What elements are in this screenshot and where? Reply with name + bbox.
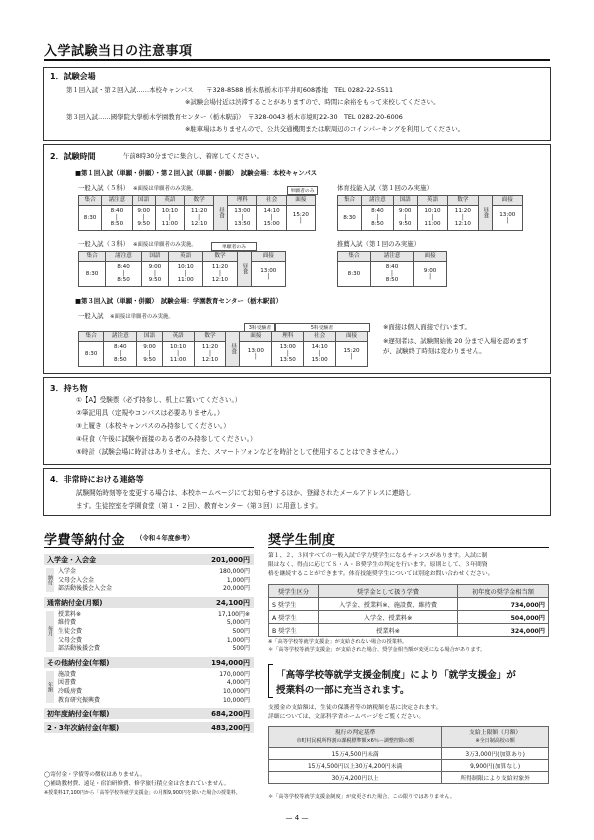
- sch-amount: 734,000円: [457, 598, 548, 611]
- tt-header: 国語: [393, 196, 417, 206]
- group-total: 201,000円: [211, 556, 250, 564]
- total-amount: 684,200円: [211, 710, 250, 719]
- fee-item-label: 教育研究振興費: [58, 696, 101, 704]
- round3-heading: ■第３回入試（単願・併願） 試験会場：学園教育センター（栃木駅前）: [75, 297, 283, 305]
- lunch-cell: 昼食: [478, 196, 492, 231]
- fees-note-2: ◯補助教材費、遠足・宿泊研修費、修学旅行積立金は含まれていません。: [44, 781, 230, 787]
- fee-item-amount: 500円: [232, 645, 250, 653]
- fee-item-label: 入学金: [58, 568, 77, 575]
- fee-item-amount: 1,000円: [226, 636, 250, 644]
- tt-header: 集合: [79, 196, 102, 206]
- sch-fees: 入学金、授業料※、施設費、維持費: [319, 598, 458, 611]
- group-total: 194,000円: [211, 658, 250, 667]
- tt-header: 諸注意: [104, 332, 137, 342]
- sch-class: B 奨学生: [269, 624, 319, 637]
- scholarship-underline: [268, 547, 549, 548]
- income-range: 15万4,500円以上30万4,200円未満: [269, 760, 442, 772]
- fee-item-amount: 4,000円: [226, 679, 250, 687]
- lunch-cell: 昼食: [214, 196, 228, 231]
- venue-line-1: 第１回入試・第２回入試……本校キャンパス 〒328-8588 栃木県栃木市平井町608番地 TEL 0282-22-5511: [66, 86, 394, 94]
- taiiku-label: 体育技能入試（第１回のみ実施）: [337, 184, 433, 192]
- tt-header: 諸注意: [362, 196, 394, 206]
- venue-line-2: 第３回入試……國學院大學栃木学園教育センター（栃木駅前） 〒328-0043 栃木市境町22-30 TEL 0282-20-6006: [66, 113, 403, 121]
- fee-item-amount: 17,100円※: [217, 610, 250, 618]
- r3-over5: 5科受験者: [274, 323, 370, 332]
- ippan3-over: 単願者のみ: [211, 242, 257, 251]
- income-range: 30万4,200円以上: [269, 772, 442, 784]
- ippan3-note: ※面接は単願者のみ実施。: [133, 242, 197, 248]
- total-label: 2・3年次納付金(年額): [47, 724, 120, 733]
- tt-header: 数学: [194, 332, 226, 342]
- tt-header: 国語: [137, 332, 162, 342]
- belonging-item: ⑤時計（試験会場に時計はありません。また、スマートフォンなどを時計として使用することはできません。）: [76, 448, 402, 456]
- tt-time: 14:10 │ 15:00: [304, 342, 336, 367]
- col-header: [442, 727, 549, 748]
- fees-subtitle: （令和４年度参考）: [136, 534, 194, 542]
- tt-header: 面接: [286, 196, 315, 206]
- ippan3-label: 一般入試（３科）: [78, 240, 130, 248]
- support-heading-2: 授業料の一部に充当されます。: [276, 685, 410, 696]
- tt-time: 11:20 │ 12:10: [194, 342, 226, 367]
- ippan5-over: 単願者のみ: [287, 186, 318, 195]
- fees-title: 学費等納付金: [44, 533, 126, 548]
- tt-time: 8:40 │ 8:50: [362, 206, 394, 231]
- sch-amount: 324,000円: [457, 624, 548, 637]
- table-row: [269, 748, 549, 760]
- belongings-heading: 3．持ち物: [50, 384, 88, 393]
- tt-time: 11:20 │ 12:10: [448, 206, 478, 231]
- emergency-line-1: 試験開始時刻等を変更する場合は、本校ホームページにてお知らせするほか、登録されたメールアドレスに連絡し: [76, 489, 412, 497]
- th1: 現行の判定基準: [334, 730, 376, 736]
- tt-header: 英語: [155, 196, 184, 206]
- venue-note-2: ※駐車場はありませんので、公共交通機関または駅周辺のコインパーキングを利用してください。: [185, 125, 465, 133]
- sch-para-2: 限はなく、得点に応じてＳ・Ａ・Ｂ奨学生の判定を行います。原則として、３年間資: [268, 562, 488, 568]
- tt-time: 8:30: [79, 206, 102, 231]
- th2: 支給上限額（月額）: [469, 730, 522, 736]
- sch-class: A 奨学生: [269, 611, 319, 624]
- fee-item-label: 冷暖房費: [58, 688, 83, 695]
- bracket-left: [268, 664, 273, 698]
- table-row: [269, 611, 549, 624]
- group-side-tag: 年額: [46, 671, 54, 703]
- tt-time: 8:30: [338, 206, 362, 231]
- sch-para-1: 第１、２、３回すべての一般入試で学力奨学生になるチャンスがあります。入試に制: [268, 553, 488, 559]
- lunch-cell: 昼食: [226, 332, 240, 367]
- tt-header: 国語: [132, 196, 155, 206]
- tt-header: 英語: [417, 196, 447, 206]
- group-side-tag: 納付: [46, 568, 54, 592]
- fee-item-amount: 20,000円: [223, 585, 250, 593]
- ippan3-table: [78, 251, 286, 287]
- table-row: [269, 624, 549, 637]
- total-amount: 483,200円: [211, 724, 250, 733]
- tt-header: 集合: [79, 332, 104, 342]
- ippan5-table: [78, 195, 316, 231]
- belonging-item: ③上履き（本校キャンパスのみ持参してください。）: [76, 422, 230, 430]
- fees-underline: [44, 547, 254, 548]
- col-header: 奨学生区分: [269, 585, 319, 598]
- tt-time: 9:00 │ 9:50: [141, 262, 168, 287]
- support-note: ＊「高等学校等就学支援金制度」が変更された場合、この限りではありません。: [268, 794, 456, 800]
- tt-header: 面接: [492, 196, 522, 206]
- tt-time: 8:40 │ 8:50: [104, 342, 137, 367]
- col-header: [269, 727, 442, 748]
- group-label: その他納付金(年額): [47, 658, 110, 667]
- late-note: ※遅刻者は、試験開始後 20 分まで入場を認めますが、試験終了時刻は変わりません。: [383, 337, 529, 355]
- tt-time: 8:30: [338, 262, 371, 287]
- fee-item-amount: 5,000円: [226, 619, 250, 627]
- scholarship-title: 奨学生制度: [268, 533, 336, 548]
- fee-item-amount: 180,000円: [219, 568, 250, 575]
- round3-table: [78, 331, 368, 367]
- tt-time: 9:00 │ 9:50: [137, 342, 162, 367]
- sch-amount: 504,000円: [457, 611, 548, 624]
- tt-time: 8:30: [79, 342, 104, 367]
- group-total: 24,100円: [215, 598, 250, 607]
- tt-time: 10:10 │ 11:00: [162, 342, 194, 367]
- fee-item-label: 図書費: [58, 679, 77, 687]
- tt-header: 面接: [251, 252, 285, 262]
- belonging-item: ④昼食（午後に試験や面接のある者のみ持参してください。）: [76, 435, 257, 443]
- tt-time: 15:20 │: [286, 206, 315, 231]
- support-amount: 所得制限により支給対象外: [442, 772, 549, 784]
- tt-time: 8:40 │ 8:50: [370, 262, 413, 287]
- tt-time: 13:00 │ 13:50: [228, 206, 257, 231]
- fees-note-3: ※授業料17,100円から「高等学校等就学支援金」の月額9,900円を除いた場合の授業料。: [44, 790, 241, 796]
- tt-time: 13:00 │: [251, 262, 285, 287]
- emergency-heading: 4．非常時における連絡等: [50, 475, 144, 484]
- tt-header: 面接: [336, 332, 368, 342]
- tt-time: 9:00 │ 9:50: [393, 206, 417, 231]
- tt-time: 14:10 │ 15:00: [257, 206, 286, 231]
- tt-time: 10:10 │ 11:00: [155, 206, 184, 231]
- tt-time: 10:10 │ 11:00: [169, 262, 203, 287]
- tt-header: 諸注意: [102, 196, 132, 206]
- tt-header: 集合: [338, 196, 362, 206]
- tt-header: 数学: [184, 196, 213, 206]
- belonging-item: ①【A】受験票（必ず持参し、机上に置いてください。）: [76, 396, 242, 404]
- fee-item-amount: 170,000円: [219, 670, 250, 678]
- r3-over3: 3科受験者: [244, 323, 276, 332]
- tt-header: 諸注意: [106, 252, 142, 262]
- support-heading-1: 「高等学校等就学支援金制度」により「就学支援金」が: [276, 670, 516, 681]
- tt-header: 集合: [79, 252, 106, 262]
- tt-header: 数学: [203, 252, 237, 262]
- support-table: [268, 726, 549, 784]
- group-label: 入学金・入会金: [47, 556, 96, 564]
- tt-time: 8:40 │ 8:50: [106, 262, 142, 287]
- tt-header: 社会: [304, 332, 336, 342]
- tt-header: 面接: [240, 332, 272, 342]
- tt-time: 13:00 │: [492, 206, 522, 231]
- support-amount: 3万3,000円(加算あり): [442, 748, 549, 760]
- support-para-2: 詳細については、文部科学省ホームページをご覧ください。: [268, 714, 425, 720]
- time-heading: 2．試験時間: [50, 152, 96, 161]
- venue-note-1: ※試験会場付近は渋滞することがありますので、時間に余裕をもって来校してください。: [185, 98, 440, 106]
- fee-item-amount: 500円: [232, 628, 250, 635]
- table-row: [269, 598, 549, 611]
- page-number: — 4 —: [285, 814, 309, 822]
- support-para-1: 支援金の支給額は、生徒の保護者等の納税額を基に決定されます。: [268, 705, 442, 711]
- tt-header: 理科: [228, 196, 257, 206]
- tt-time: 13:00 │ 13:50: [272, 342, 304, 367]
- tt-header: 社会: [257, 196, 286, 206]
- group-side-tag: 毎月: [46, 611, 54, 652]
- belonging-item: ②筆記用具（定規やコンパスは必要ありません。）: [76, 409, 224, 417]
- tt-header: 面接: [414, 252, 447, 262]
- fee-item-label: 父母会入会金: [58, 576, 95, 584]
- col-header: 初年度の奨学金相当額: [457, 585, 548, 598]
- total-label: 初年度納付金(年額): [47, 710, 110, 719]
- tt-header: 集合: [338, 252, 371, 262]
- tt-header: 諸注意: [370, 252, 413, 262]
- group-label: 通常納付金(月額): [47, 598, 103, 607]
- tt-header: 国語: [141, 252, 168, 262]
- belongings-list: [76, 394, 402, 459]
- scholarship-table: [268, 584, 549, 637]
- fee-item-label: 維持費: [58, 619, 77, 627]
- page-title: 入学試験当日の注意事項: [44, 44, 193, 59]
- th2b: ※全日制高校の額: [475, 738, 515, 744]
- ippan-r3-label: 一般入試: [78, 312, 104, 320]
- table-row: [269, 772, 549, 784]
- tt-time: 9:00 │ 9:50: [132, 206, 155, 231]
- tt-time: 10:10 │ 11:00: [417, 206, 447, 231]
- th1b: 市町村民税所得割の課税標準額×6％－調整控除の額: [296, 738, 414, 744]
- tt-header: 英語: [169, 252, 203, 262]
- tt-time: 11:20 │ 12:10: [203, 262, 237, 287]
- time-intro: 午前8時30分までに集合し、着席してください。: [123, 152, 264, 160]
- fee-item-label: 生徒会費: [58, 628, 83, 635]
- tt-header: 数学: [448, 196, 478, 206]
- fee-item-amount: 10,000円: [223, 696, 250, 704]
- tt-time: 9:00 │: [414, 262, 447, 287]
- col-header: 奨学金として扱う学費: [319, 585, 458, 598]
- tt-time: 8:30: [79, 262, 106, 287]
- tt-time: 8:40 │ 8:50: [102, 206, 132, 231]
- emergency-line-2: ます。生徒控室を学園食堂（第１・２回）、教育センター（第３回）に用意します。: [76, 502, 322, 510]
- ippan-r3-note: ※面接は単願者のみ実施。: [110, 314, 174, 320]
- round12-heading: ■第１回入試（単願・併願）・第２回入試（単願・併願） 試験会場：本校キャンパス: [75, 169, 318, 177]
- venue-heading: 1．試験会場: [50, 72, 96, 81]
- tt-time: 13:00 │: [240, 342, 272, 367]
- sch-para-3: 格を継続することができます。体育技能奨学生については別途お問い合わせください。: [268, 571, 494, 577]
- fee-item-label: 授業料※: [58, 610, 82, 618]
- table-row: [269, 760, 549, 772]
- suisen-table: [337, 251, 447, 287]
- tt-time: 15:20 │: [336, 342, 368, 367]
- sch-note-2: ＊「高等学校等就学支援金」が支給された場合、奨学金相当額が変更になる場合があります。: [268, 647, 486, 653]
- taiiku-table: [337, 195, 523, 231]
- suisen-label: 推薦入試（第１回のみ実施）: [337, 240, 421, 248]
- support-amount: 9,900円(加算なし): [442, 760, 549, 772]
- fee-item-label: 施設費: [58, 670, 77, 678]
- title-underline: [44, 59, 550, 61]
- fee-item-label: 父母会費: [58, 636, 83, 644]
- income-range: 15万4,500円未満: [269, 748, 442, 760]
- tt-time: 11:20 │ 12:10: [184, 206, 213, 231]
- tt-header: 理科: [272, 332, 304, 342]
- sch-class: S 奨学生: [269, 598, 319, 611]
- fees-note-1: ◯寄付金・学債等の徴収はありません。: [44, 772, 146, 778]
- lunch-cell: 昼食: [237, 252, 251, 287]
- sch-fees: 授業料※: [319, 624, 458, 637]
- fee-item-label: 部活動後援会入会金: [58, 585, 113, 593]
- sch-note-1: ※「高等学校等就学支援金」が支給されない場合の授業料。: [268, 639, 408, 645]
- fee-item-amount: 10,000円: [223, 688, 250, 695]
- tt-header: 英語: [162, 332, 194, 342]
- fee-item-amount: 1,000円: [226, 576, 250, 584]
- sch-fees: 入学金、授業料※: [319, 611, 458, 624]
- interview-note: ※面接は個人面接で行います。: [383, 323, 471, 331]
- ippan5-label: 一般入試（５科）: [78, 184, 130, 192]
- fee-item-label: 部活動後援会費: [58, 645, 101, 653]
- ippan5-note: ※面接は単願者のみ実施。: [133, 186, 197, 192]
